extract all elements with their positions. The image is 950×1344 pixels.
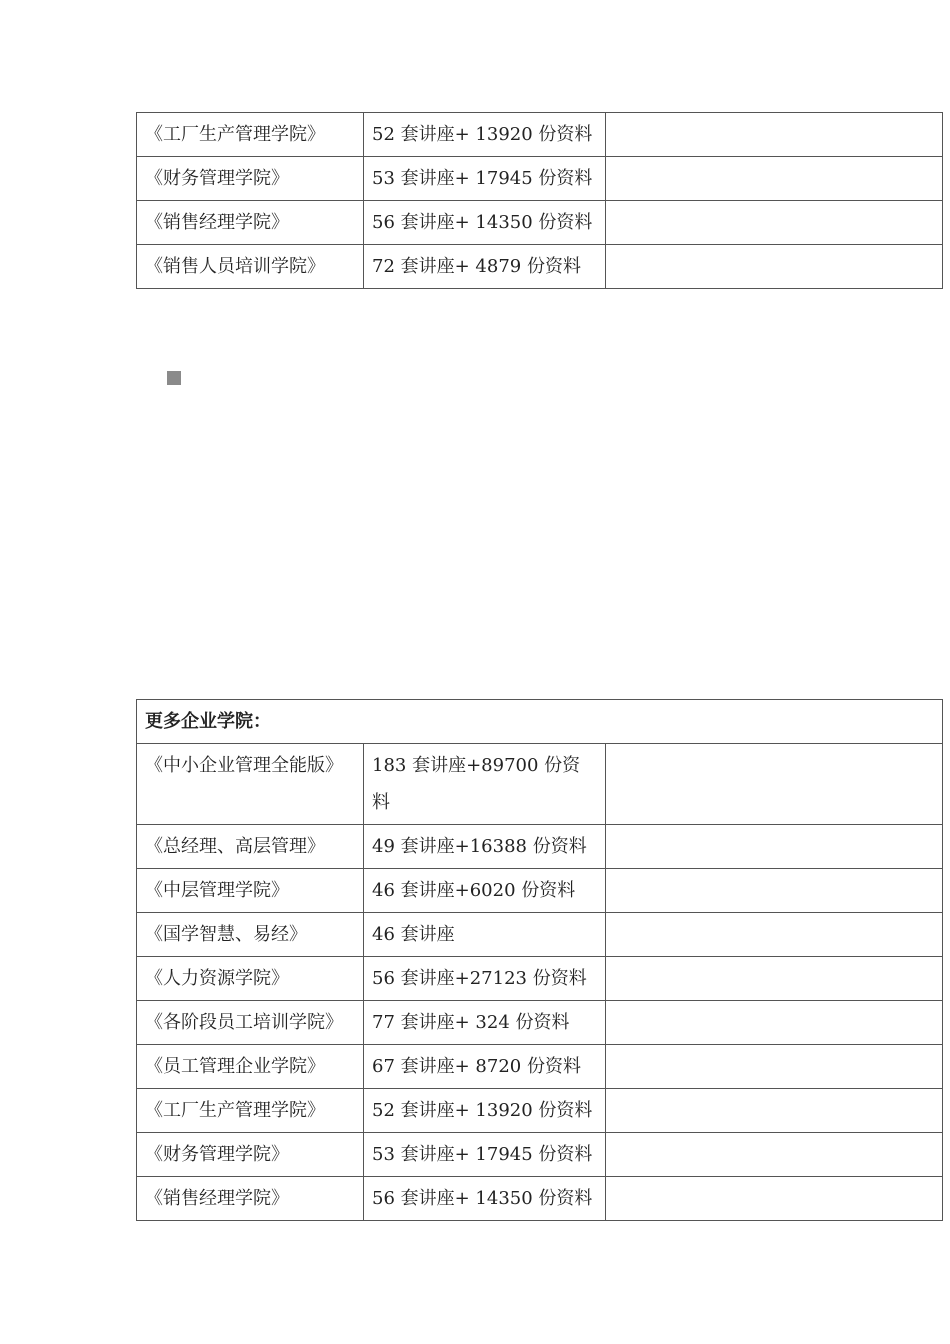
academy-name: 《工厂生产管理学院》 [137, 1089, 364, 1133]
academy-note [606, 157, 943, 201]
academy-note [606, 113, 943, 157]
academy-name: 《中层管理学院》 [137, 869, 364, 913]
academy-note [606, 744, 943, 825]
academy-name: 《国学智慧、易经》 [137, 913, 364, 957]
academy-note [606, 1089, 943, 1133]
academy-name: 《员工管理企业学院》 [137, 1045, 364, 1089]
table-row [137, 825, 943, 869]
academy-table-top [136, 112, 943, 289]
academy-detail: 53 套讲座+ 17945 份资料 [364, 157, 606, 201]
table-row [137, 869, 943, 913]
academy-note [606, 245, 943, 289]
academy-table-bottom [136, 699, 943, 1221]
academy-detail: 77 套讲座+ 324 份资料 [364, 1001, 606, 1045]
academy-note [606, 1133, 943, 1177]
table-row [137, 1089, 943, 1133]
academy-name: 《财务管理学院》 [137, 1133, 364, 1177]
academy-detail: 183 套讲座+89700 份资料 [364, 744, 606, 825]
academy-note [606, 957, 943, 1001]
academy-detail: 56 套讲座+ 14350 份资料 [364, 201, 606, 245]
academy-detail: 72 套讲座+ 4879 份资料 [364, 245, 606, 289]
bullet-square-icon [167, 371, 181, 385]
academy-name: 《中小企业管理全能版》 [137, 744, 364, 825]
academy-note [606, 913, 943, 957]
table-row [137, 1133, 943, 1177]
academy-detail: 52 套讲座+ 13920 份资料 [364, 1089, 606, 1133]
academy-detail: 49 套讲座+16388 份资料 [364, 825, 606, 869]
academy-detail: 56 套讲座+ 14350 份资料 [364, 1177, 606, 1221]
academy-detail: 56 套讲座+27123 份资料 [364, 957, 606, 1001]
academy-note [606, 201, 943, 245]
academy-name: 《财务管理学院》 [137, 157, 364, 201]
table-row [137, 245, 943, 289]
table-heading-row [137, 700, 943, 744]
table-row [137, 201, 943, 245]
academy-name: 《工厂生产管理学院》 [137, 113, 364, 157]
academy-detail: 52 套讲座+ 13920 份资料 [364, 113, 606, 157]
academy-name: 《人力资源学院》 [137, 957, 364, 1001]
table-row [137, 744, 943, 825]
academy-detail: 46 套讲座 [364, 913, 606, 957]
academy-note [606, 1177, 943, 1221]
academy-note [606, 869, 943, 913]
academy-name: 《总经理、高层管理》 [137, 825, 364, 869]
academy-note [606, 1001, 943, 1045]
table-row [137, 957, 943, 1001]
academy-name: 《销售经理学院》 [137, 201, 364, 245]
academy-name: 《销售人员培训学院》 [137, 245, 364, 289]
table-row [137, 913, 943, 957]
table-heading: 更多企业学院： [137, 700, 943, 744]
academy-note [606, 825, 943, 869]
academy-name: 《销售经理学院》 [137, 1177, 364, 1221]
table-row [137, 157, 943, 201]
academy-detail: 46 套讲座+6020 份资料 [364, 869, 606, 913]
table-row [137, 113, 943, 157]
academy-name: 《各阶段员工培训学院》 [137, 1001, 364, 1045]
table-row [137, 1177, 943, 1221]
table-row [137, 1001, 943, 1045]
academy-detail: 53 套讲座+ 17945 份资料 [364, 1133, 606, 1177]
table-row [137, 1045, 943, 1089]
academy-detail: 67 套讲座+ 8720 份资料 [364, 1045, 606, 1089]
academy-note [606, 1045, 943, 1089]
